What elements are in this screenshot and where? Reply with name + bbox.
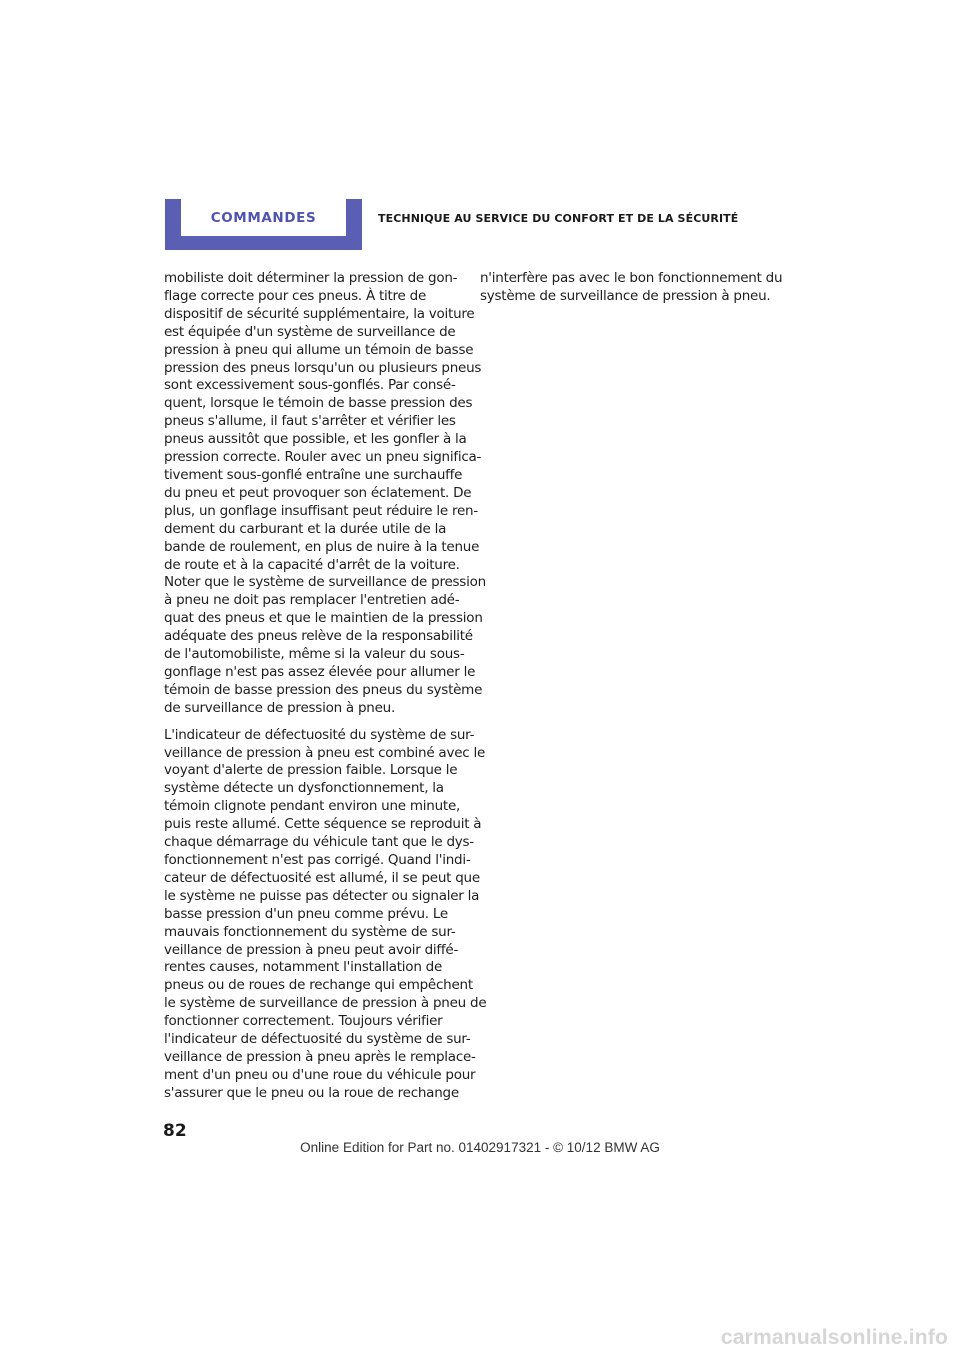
text-line: s'assurer que le pneu ou la roue de rechange bbox=[164, 1084, 459, 1101]
text-line: Noter que le système de surveillance de pression bbox=[164, 574, 486, 591]
text-line: le système ne puisse pas détecter ou signaler la bbox=[164, 887, 480, 904]
text-line: est équipée d'un système de surveillance de bbox=[164, 323, 456, 340]
text-line: pneus aussitôt que possible, et les gonfler à la bbox=[164, 431, 467, 448]
text-line: puis reste allumé. Cette séquence se reproduit à bbox=[164, 816, 482, 833]
text-line: adéquate des pneus relève de la responsabilité bbox=[164, 628, 473, 645]
text-line: veillance de pression à pneu est combiné avec le bbox=[164, 744, 486, 761]
paragraph-continuation bbox=[480, 270, 783, 306]
text-line: mobiliste doit déterminer la pression de gon- bbox=[164, 270, 458, 286]
text-line: ment d'un pneu ou d'une roue du véhicule pour bbox=[164, 1066, 476, 1083]
section-title: TECHNIQUE AU SERVICE DU CONFORT ET DE LA SÉCURITÉ bbox=[378, 212, 739, 225]
text-line: du pneu et peut provoquer son éclatement. De bbox=[164, 484, 472, 501]
text-line: veillance de pression à pneu peut avoir diffé- bbox=[164, 941, 459, 958]
text-line: rentes causes, notamment l'installation de bbox=[164, 959, 443, 976]
paragraph-gap bbox=[164, 718, 474, 727]
text-line: n'interfère pas avec le bon fonctionnement du bbox=[480, 270, 783, 286]
text-line: de l'automobiliste, même si la valeur du sous- bbox=[164, 646, 465, 663]
text-line: pression des pneus lorsqu'un ou plusieurs pneus bbox=[164, 359, 482, 376]
text-line: pression à pneu qui allume un témoin de basse bbox=[164, 341, 474, 358]
text-line: système détecte un dysfonctionnement, la bbox=[164, 780, 444, 797]
chapter-tab bbox=[165, 199, 362, 250]
text-line: plus, un gonflage insuffisant peut réduire le ren- bbox=[164, 502, 478, 519]
left-column bbox=[164, 270, 487, 1103]
text-line: cateur de défectuosité est allumé, il se peut que bbox=[164, 869, 480, 886]
text-line: sont excessivement sous-gonflés. Par consé- bbox=[164, 377, 456, 394]
text-line: fonctionner correctement. Toujours vérifier bbox=[164, 1013, 443, 1030]
text-line: pneus s'allume, il faut s'arrêter et vérifier les bbox=[164, 413, 456, 430]
text-line: veillance de pression à pneu après le remplace- bbox=[164, 1048, 476, 1065]
chapter-tab-label: COMMANDES bbox=[210, 209, 317, 226]
text-line: bande de roulement, en plus de nuire à la tenue bbox=[164, 538, 480, 555]
text-line: de route et à la capacité d'arrêt de la voiture. bbox=[164, 556, 460, 573]
text-line: L'indicateur de défectuosité du système de sur- bbox=[164, 726, 475, 743]
text-line: voyant d'alerte de pression faible. Lorsque le bbox=[164, 762, 458, 779]
text-line: dement du carburant et la durée utile de la bbox=[164, 520, 447, 537]
site-watermark: carmanualsonline.info bbox=[720, 1326, 948, 1349]
text-line: pression correcte. Rouler avec un pneu significa- bbox=[164, 449, 482, 466]
text-line: tivement sous-gonflé entraîne une surchauffe bbox=[164, 466, 463, 483]
text-line: de surveillance de pression à pneu. bbox=[164, 699, 396, 716]
text-line: mauvais fonctionnement du système de sur- bbox=[164, 923, 456, 940]
text-line: témoin de basse pression des pneus du système bbox=[164, 681, 483, 698]
paragraph-tire-pressure-warning bbox=[164, 270, 486, 718]
text-line: le système de surveillance de pression à pneu de bbox=[164, 995, 487, 1012]
text-line: basse pression d'un pneu comme prévu. Le bbox=[164, 905, 448, 922]
text-line: fonctionnement n'est pas corrigé. Quand l'indi- bbox=[164, 852, 471, 868]
text-line: quent, lorsque le témoin de basse pression des bbox=[164, 395, 473, 412]
text-line: à pneu ne doit pas remplacer l'entretien adé- bbox=[164, 592, 460, 609]
right-column bbox=[480, 270, 783, 306]
text-line: flage correcte pour ces pneus. À titre de bbox=[164, 287, 427, 304]
text-line: l'indicateur de défectuosité du système de sur- bbox=[164, 1031, 471, 1048]
text-line: gonflage n'est pas assez élevée pour allumer le bbox=[164, 663, 476, 680]
chapter-tab-inner bbox=[181, 199, 346, 236]
text-line: système de surveillance de pression à pneu. bbox=[480, 287, 771, 304]
text-line: dispositif de sécurité supplémentaire, la voiture bbox=[164, 305, 475, 322]
text-line: pneus ou de roues de rechange qui empêchent bbox=[164, 977, 473, 994]
text-line: quat des pneus et que le maintien de la pression bbox=[164, 610, 483, 627]
text-line: témoin clignote pendant environ une minute, bbox=[164, 798, 461, 815]
online-edition-footer: Online Edition for Part no. 01402917321 - © 10/12 BMW AG bbox=[300, 1140, 660, 1155]
page-number: 82 bbox=[163, 1121, 187, 1141]
paragraph-malfunction-indicator bbox=[164, 726, 487, 1103]
text-line: chaque démarrage du véhicule tant que le dys- bbox=[164, 834, 474, 851]
